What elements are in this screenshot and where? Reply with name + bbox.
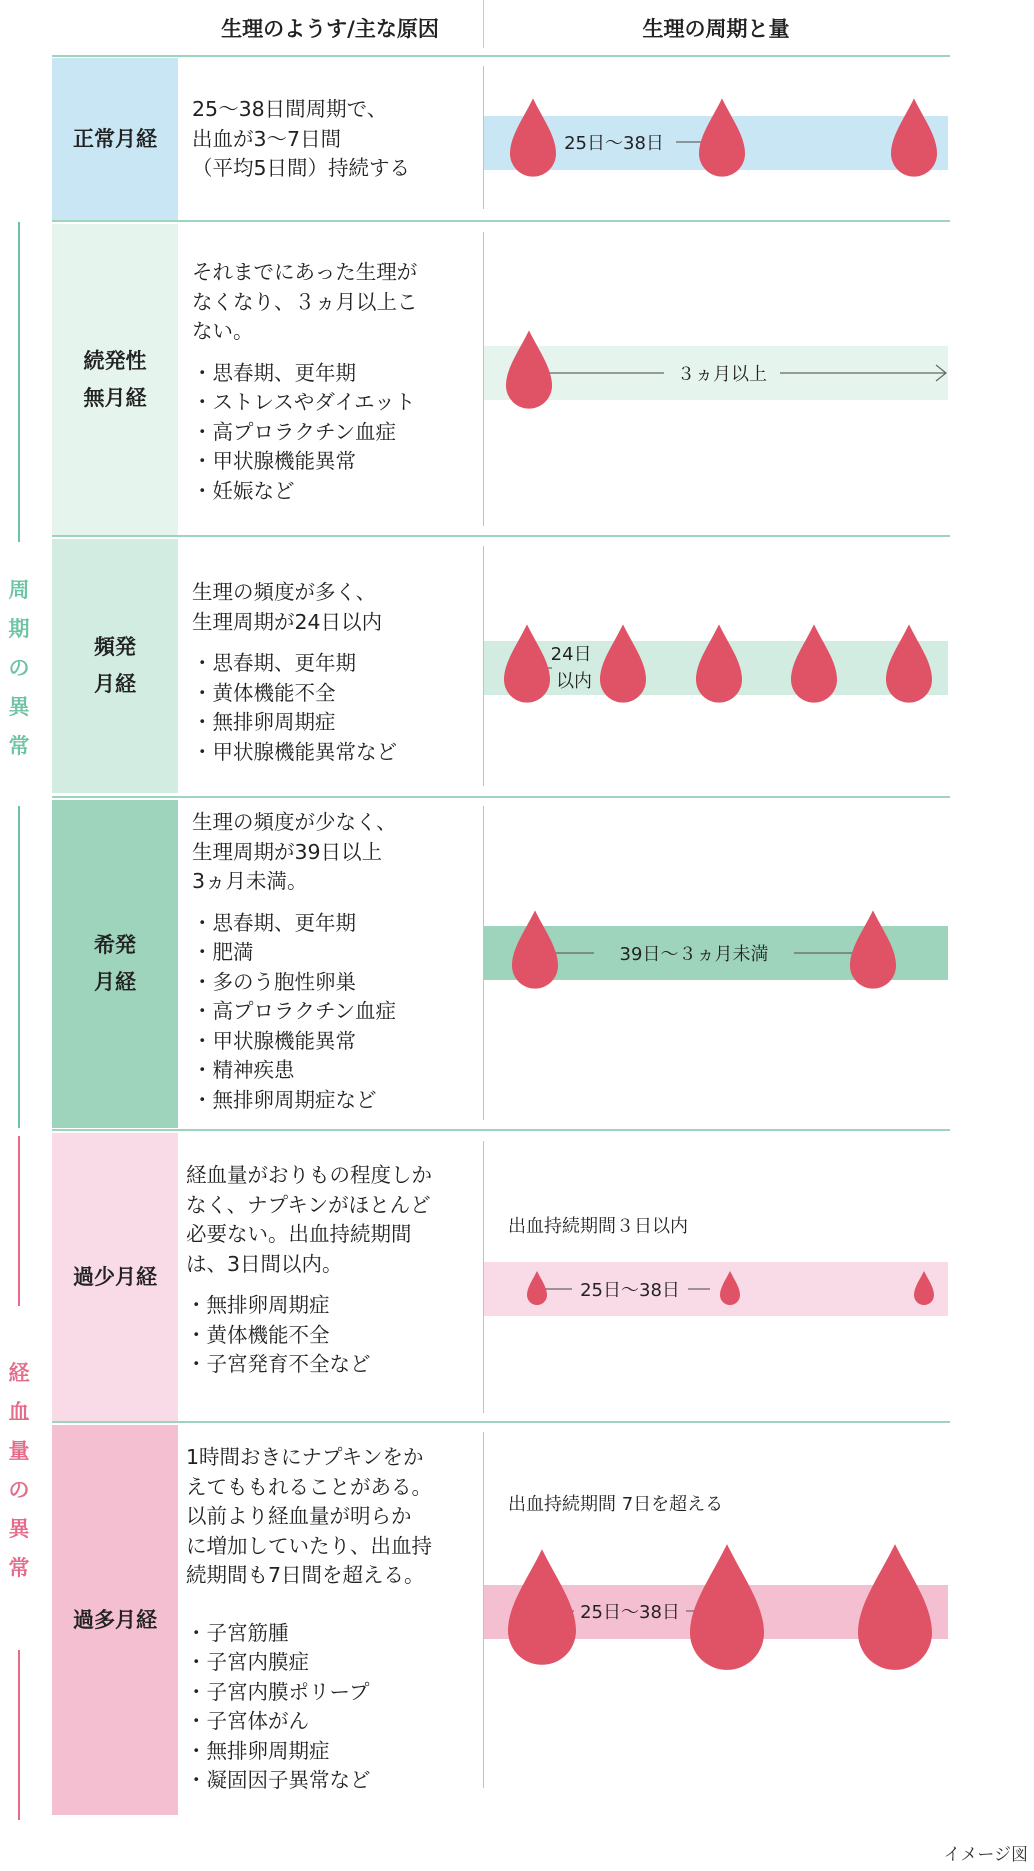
row-cause-secondary-amenorrhea (192, 258, 477, 506)
cycle-row-infrequent (512, 910, 896, 988)
side-label-char: 周 (8, 578, 30, 602)
cause-item: ・甲状腺機能異常など (192, 739, 397, 764)
cause-item: ・子宮発育不全など (186, 1352, 371, 1376)
footer-note: イメージ図 (943, 1845, 1028, 1865)
side-label-flow (6, 1354, 32, 1588)
cause-item: ・無排卵周期症など (192, 1087, 377, 1112)
cause-item: ・肥満 (192, 940, 254, 964)
cycle-row-hypomenorrhea (527, 1271, 934, 1305)
cause-item: ・凝固因子異常など (186, 1768, 371, 1792)
interval-label-frequent (551, 644, 598, 692)
blood-drop (791, 624, 837, 702)
side-label-char: 経 (8, 1361, 30, 1385)
blood-drop (690, 1544, 764, 1670)
cycle-row-frequent (504, 624, 932, 702)
cause-item: ・高プロラクチン血症 (192, 999, 396, 1023)
row-description-frequent: 生理の頻度が多く、 生理周期が24日以内 (192, 580, 383, 634)
header-cycle: 生理の周期と量 (642, 17, 790, 41)
cause-item: ・無排卵周期症 (186, 1738, 330, 1763)
blood-drop (527, 1271, 547, 1305)
side-line-flow-bottom (18, 1650, 20, 1820)
blood-drop (600, 624, 646, 702)
blood-drop (510, 98, 556, 176)
cycle-row-hypermenorrhea (508, 1544, 932, 1670)
interval-label-normal: 25日〜38日 (564, 133, 664, 154)
side-label-char: 血 (8, 1400, 30, 1424)
row-description-secondary-amenorrhea: それまでにあった生理が なくなり、３ヵ月以上こ ない。 (192, 260, 418, 343)
cause-item: ・高プロラクチン血症 (192, 419, 396, 444)
cause-item: ・思春期、更年期 (192, 910, 356, 935)
cause-item: ・甲状腺機能異常 (192, 1028, 356, 1053)
blood-drop (699, 98, 745, 176)
side-line-period-top (18, 222, 20, 542)
blood-drop (504, 624, 550, 702)
blood-drop (720, 1271, 740, 1305)
cycle-row-normal (510, 98, 937, 176)
cause-item: ・子宮筋腫 (186, 1620, 289, 1645)
side-label-char: 常 (8, 1556, 30, 1580)
blood-drop (850, 910, 896, 988)
side-label-char: の (8, 1478, 30, 1502)
note-hypermenorrhea: 出血持続期間 7日を超える (508, 1494, 724, 1515)
blood-drop (512, 910, 558, 988)
cause-item: ・思春期、更年期 (192, 360, 356, 385)
side-label-char: の (8, 656, 30, 680)
side-label-period (6, 571, 32, 766)
row-description-infrequent: 生理の頻度が少なく、 生理周期が39日以上 3ヵ月未満。 (192, 810, 397, 893)
cause-item: ・思春期、更年期 (192, 651, 356, 675)
interval-label-hypomenorrhea: 25日〜38日 (580, 1280, 680, 1301)
cycle-row-secondary-amenorrhea (506, 330, 946, 408)
side-label-char: 常 (8, 734, 30, 758)
interval-label-infrequent: 39日〜３ヵ月未満 (619, 944, 769, 965)
blood-drop (508, 1549, 576, 1665)
cause-item: ・ストレスやダイエット (192, 390, 416, 414)
side-label-char: 量 (8, 1439, 30, 1463)
cause-item: ・子宮内膜ポリープ (186, 1679, 370, 1704)
row-cause-hypomenorrhea (186, 1161, 480, 1380)
blood-drop (696, 624, 742, 702)
side-line-flow-top (18, 1136, 20, 1306)
cause-item: ・甲状腺機能異常 (192, 449, 356, 473)
row-description-hypermenorrhea: 1時間おきにナプキンをか えてももれることがある。 以前より経血量が明らか に増加していたり、出血持 続期間も7日間を超える。 (186, 1445, 432, 1587)
row-label-secondary-amenorrhea: 続発性 無月経 (52, 224, 178, 535)
row-label-hypomenorrhea: 過少月経 (52, 1133, 178, 1421)
cause-item: ・多のう胞性卵巣 (192, 969, 356, 994)
blood-drop (858, 1544, 932, 1670)
blood-drop (891, 98, 937, 176)
row-description-normal: 25〜38日間周期で、 出血が3〜7日間 （平均5日間）持続する (192, 97, 411, 180)
row-cause-normal (192, 95, 477, 184)
blood-drop (886, 624, 932, 702)
note-hypomenorrhea: 出血持続期間３日以内 (508, 1216, 688, 1237)
side-label-char: 期 (8, 617, 30, 641)
cause-item: ・子宮内膜症 (186, 1650, 309, 1674)
row-label-hypermenorrhea: 過多月経 (52, 1425, 178, 1815)
row-label-normal: 正常月経 (52, 58, 178, 220)
cause-item: ・妊娠など (192, 478, 295, 503)
interval-label-hypermenorrhea: 25日〜38日 (580, 1602, 680, 1623)
row-label-frequent: 頻発 月経 (52, 539, 178, 793)
header-cause: 生理のようす/主な原因 (221, 17, 439, 41)
blood-drop (914, 1271, 934, 1305)
interval-label-secondary-amenorrhea: ３ヵ月以上 (677, 364, 767, 385)
row-cause-hypermenorrhea (186, 1443, 480, 1796)
cause-item: ・無排卵周期症 (192, 710, 336, 734)
cause-item: ・子宮体がん (186, 1709, 309, 1733)
interval-label-frequent-line2: 以内 (556, 671, 592, 692)
side-line-period-bottom (18, 806, 20, 1128)
row-label-infrequent: 希発 月経 (52, 800, 178, 1128)
side-label-char: 異 (8, 1517, 30, 1541)
row-cause-frequent (192, 578, 477, 767)
row-cause-infrequent (192, 808, 477, 1115)
blood-drop (506, 330, 552, 408)
cause-item: ・精神疾患 (192, 1058, 295, 1082)
cause-item: ・黄体機能不全 (192, 680, 336, 705)
cycle-diagram (484, 0, 948, 1871)
interval-label-frequent-line1: 24日 (550, 644, 592, 665)
cause-item: ・無排卵周期症 (186, 1293, 330, 1317)
cause-item: ・黄体機能不全 (186, 1322, 330, 1347)
side-label-char: 異 (8, 695, 30, 719)
row-description-hypomenorrhea: 経血量がおりもの程度しか なく、ナプキンがほとんど 必要ない。出血持続期間 は、3日間以内。 (186, 1163, 432, 1276)
